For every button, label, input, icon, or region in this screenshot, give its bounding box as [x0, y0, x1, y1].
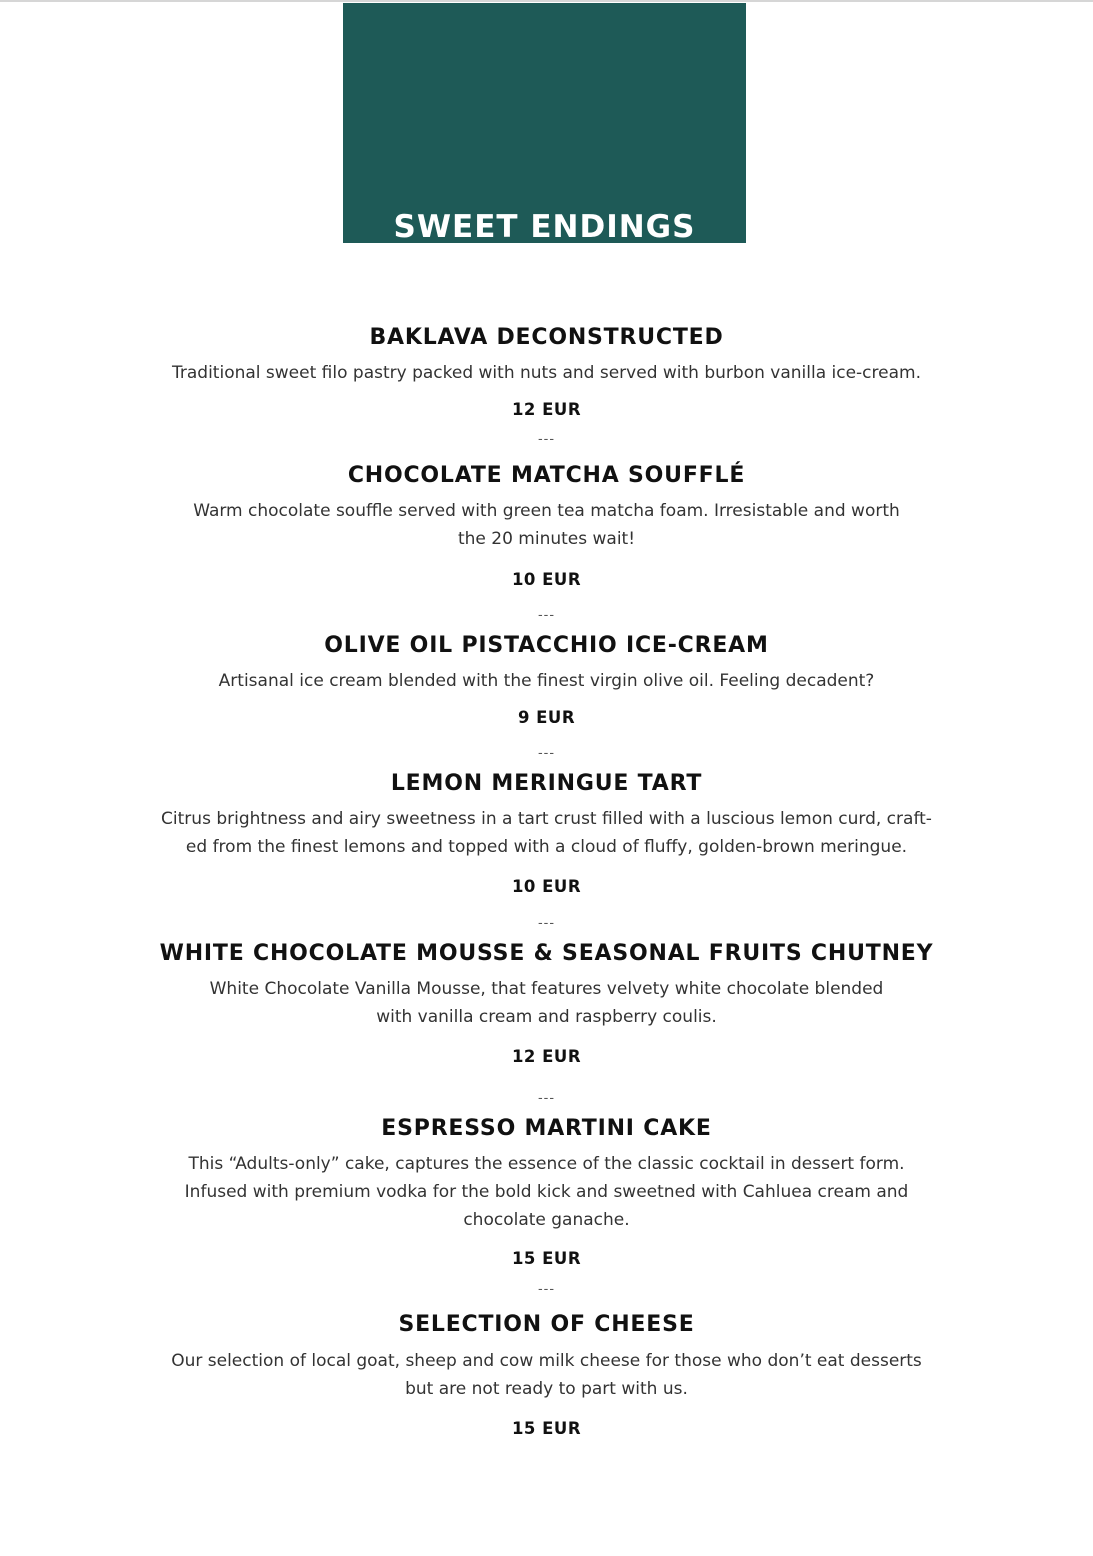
description-line: Artisanal ice cream blended with the finest virgin olive oil. Feeling decadent? [218, 671, 875, 691]
item-separator: --- [537, 746, 556, 761]
menu-item-name: CHOCOLATE MATCHA SOUFFLÉ [347, 463, 746, 488]
item-separator: --- [537, 1282, 556, 1297]
menu-item-description [120, 359, 973, 387]
menu-item-price: 10 EUR [511, 877, 582, 896]
menu-item-description [120, 667, 973, 695]
menu-item-name: WHITE CHOCOLATE MOUSSE & SEASONAL FRUITS CHUTNEY [159, 941, 934, 966]
description-line: Traditional sweet filo pastry packed with nuts and served with burbon vanilla ice-cream. [172, 363, 921, 383]
description-line: Our selection of local goat, sheep and cow milk cheese for those who don’t eat desserts [171, 1351, 922, 1371]
menu-item-price: 15 EUR [511, 1419, 582, 1438]
description-line: Warm chocolate souffle served with green tea matcha foam. Irresistable and worth [193, 501, 900, 521]
menu-item-name: ESPRESSO MARTINI CAKE [381, 1116, 712, 1141]
description-line: This “Adults-only” cake, captures the essence of the classic cocktail in dessert form. [188, 1154, 905, 1174]
menu-item-price: 9 EUR [517, 708, 576, 727]
menu-item-price: 12 EUR [511, 1047, 582, 1066]
description-line: but are not ready to part with us. [405, 1379, 688, 1399]
menu-item-name: SELECTION OF CHEESE [398, 1312, 695, 1337]
menu-item-name: OLIVE OIL PISTACCHIO ICE-CREAM [324, 633, 769, 658]
description-line: White Chocolate Vanilla Mousse, that features velvety white chocolate blended [209, 979, 884, 999]
menu-item-description [120, 805, 973, 861]
top-rule [0, 0, 1093, 2]
item-separator: --- [537, 1091, 556, 1106]
section-header [343, 3, 746, 243]
menu-item-price: 10 EUR [511, 570, 582, 589]
menu-item-name: BAKLAVA DECONSTRUCTED [369, 325, 724, 350]
description-line: the 20 minutes wait! [457, 529, 636, 549]
menu-item-description [120, 1347, 973, 1403]
description-line: Infused with premium vodka for the bold kick and sweetned with Cahluea cream and [184, 1182, 909, 1202]
item-separator: --- [537, 916, 556, 931]
menu-item-price: 15 EUR [511, 1249, 582, 1268]
description-line: with vanilla cream and raspberry coulis. [376, 1007, 717, 1027]
menu-item-description [120, 975, 973, 1031]
description-line: ed from the finest lemons and topped with a cloud of fluffy, golden-brown meringue. [185, 837, 908, 857]
description-line: Citrus brightness and airy sweetness in a tart crust filled with a luscious lemon curd, craft- [161, 809, 932, 829]
menu-item-description [120, 497, 973, 553]
item-separator: --- [537, 608, 556, 623]
menu-item-name: LEMON MERINGUE TART [390, 771, 703, 796]
menu-item-description [120, 1150, 973, 1234]
section-title: SWEET ENDINGS [393, 209, 696, 245]
description-line: chocolate ganache. [463, 1210, 630, 1230]
menu-item-price: 12 EUR [511, 400, 582, 419]
item-separator: --- [537, 432, 556, 447]
